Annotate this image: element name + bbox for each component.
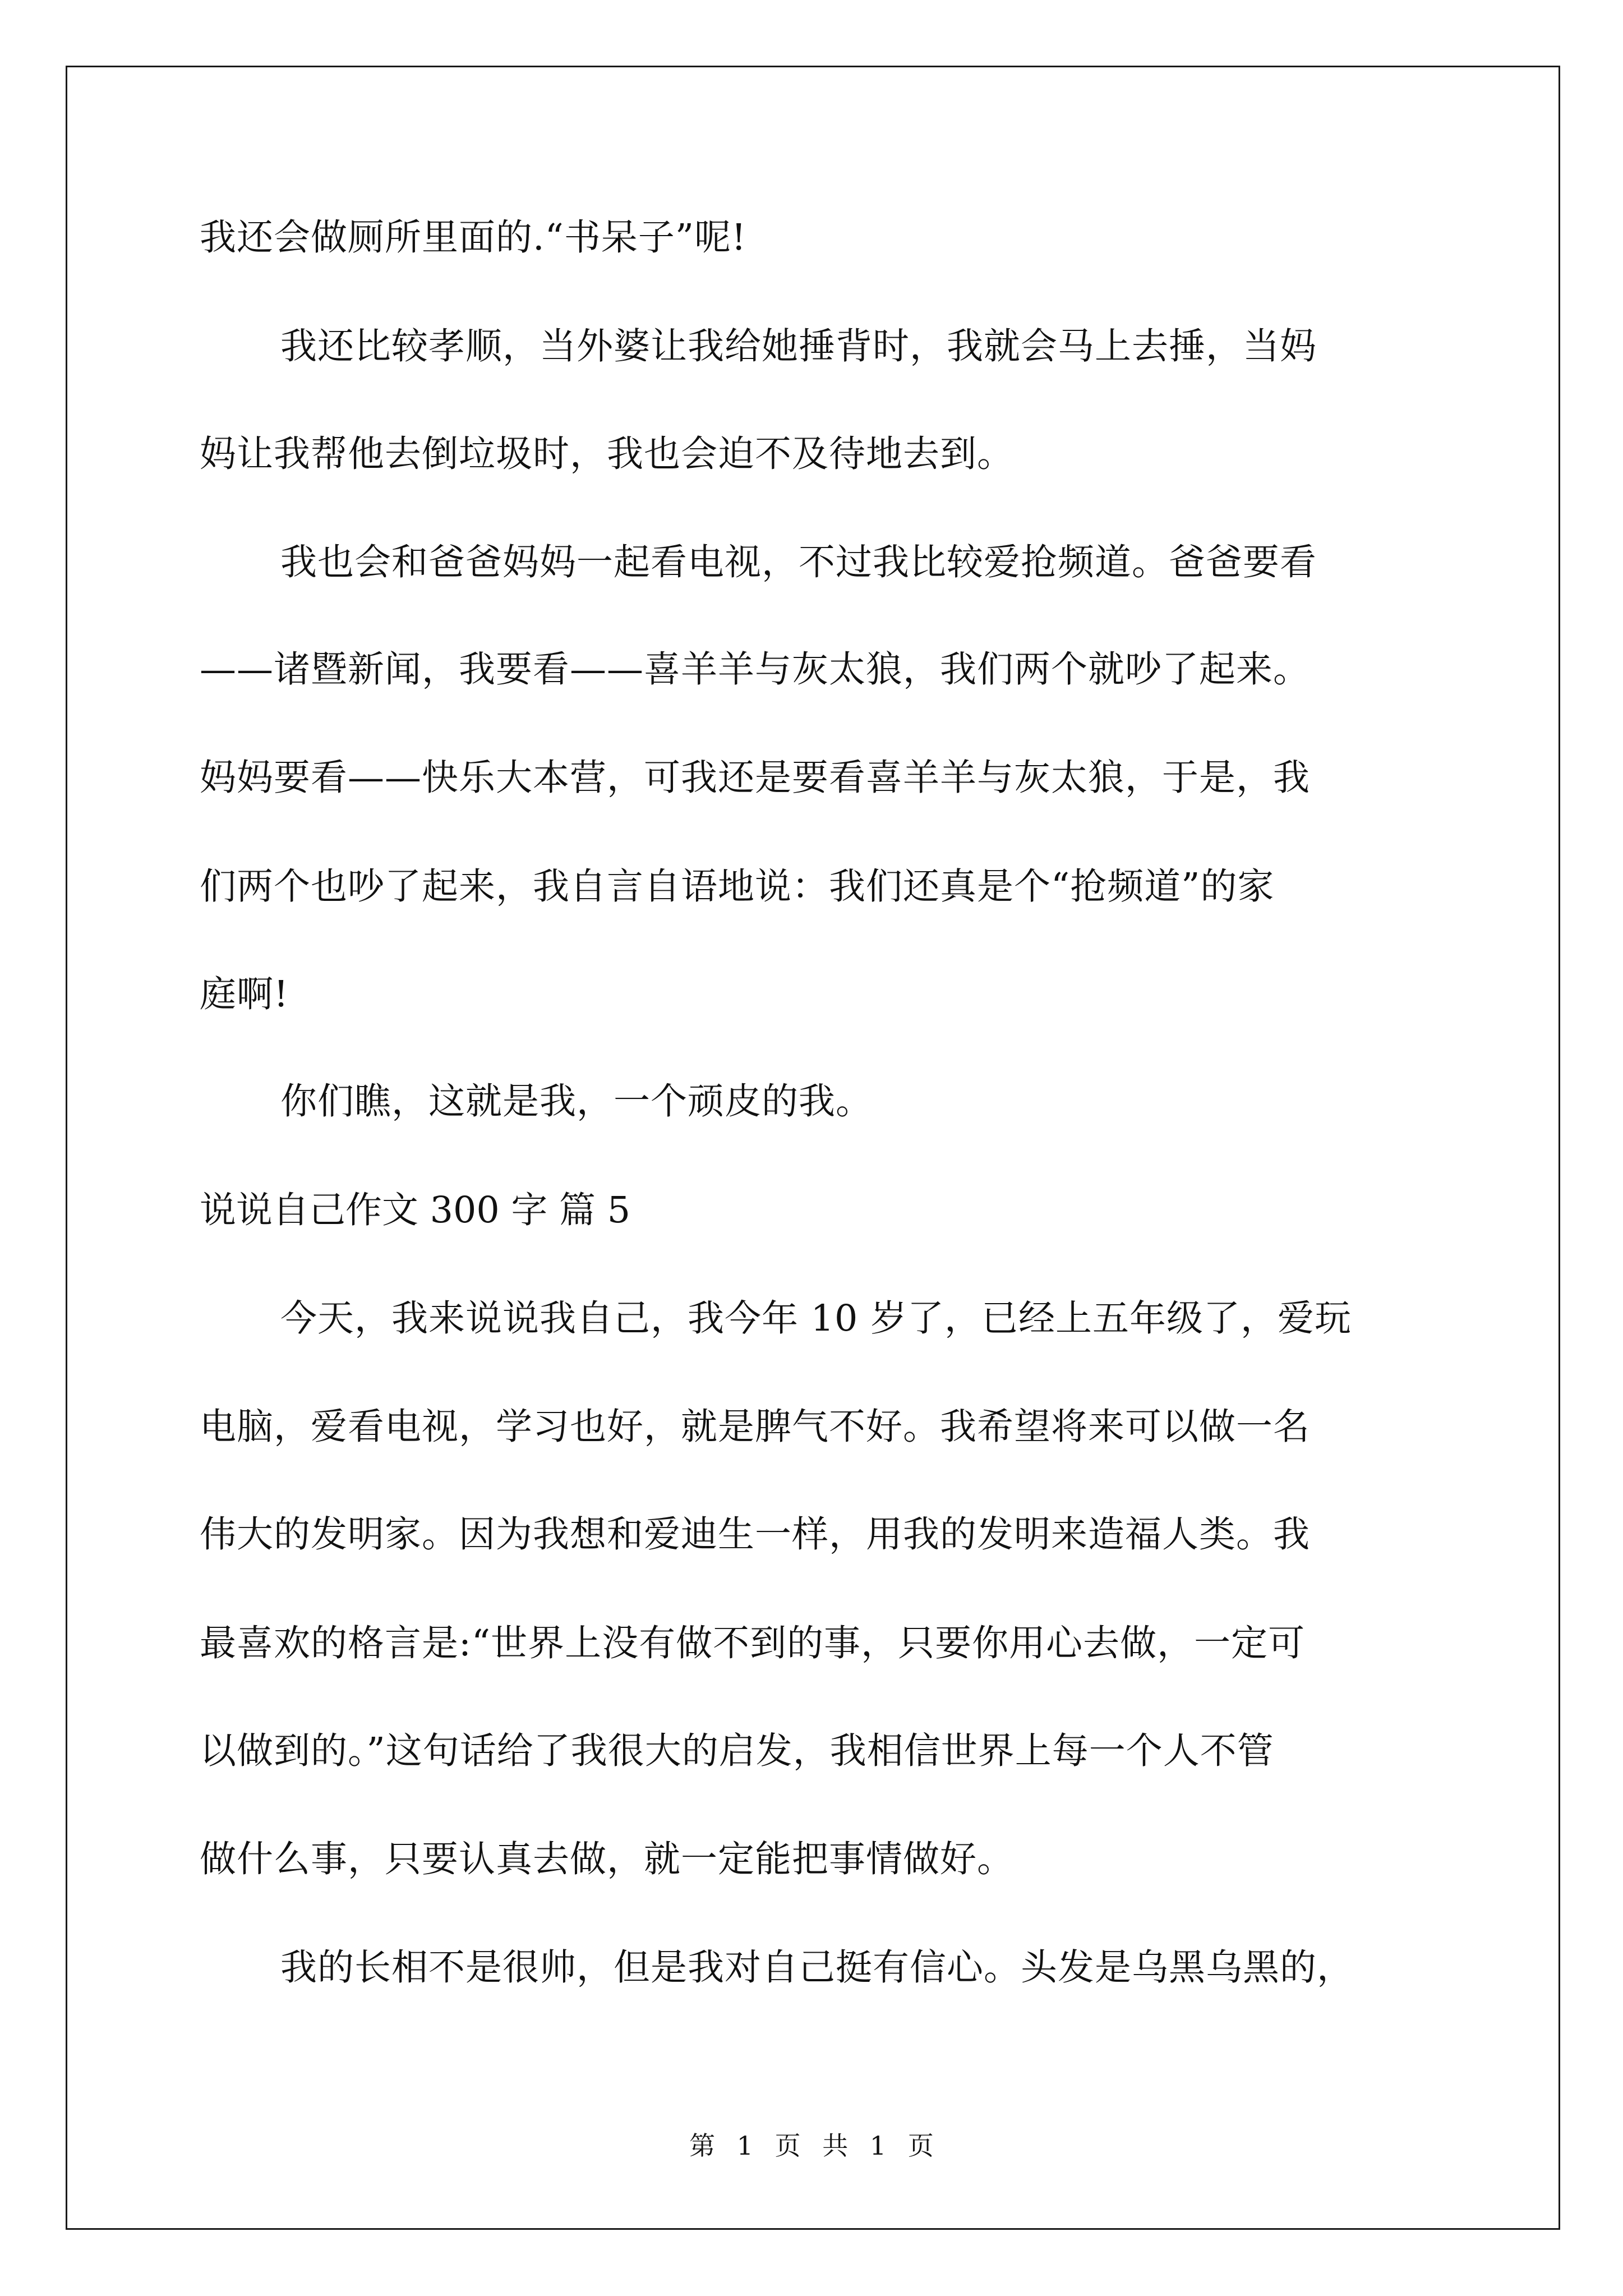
page-border bbox=[66, 66, 1560, 2230]
text-line: 电脑，爱看电视，学习也好，就是脾气不好。我希望将来可以做一名 bbox=[200, 1406, 1311, 1448]
text-line: 我还比较孝顺，当外婆让我给她捶背时，我就会马上去捶，当妈 bbox=[280, 325, 1317, 367]
text-line: 妈让我帮他去倒垃圾时，我也会迫不及待地去到。 bbox=[200, 433, 1015, 475]
text-line: 庭啊! bbox=[200, 973, 289, 1015]
text-line: 今天，我来说说我自己，我今年 10 岁了，已经上五年级了，爱玩 bbox=[280, 1297, 1352, 1340]
text-line: 以做到的。”这句话给了我很大的启发，我相信世界上每一个人不管 bbox=[200, 1730, 1274, 1772]
text-line: 我还会做厕所里面的.“书呆子”呢! bbox=[200, 217, 747, 259]
text-line: ——诸暨新闻，我要看——喜羊羊与灰太狼，我们两个就吵了起来。 bbox=[200, 648, 1311, 691]
text-line: 做什么事，只要认真去做，就一定能把事情做好。 bbox=[200, 1838, 1015, 1880]
text-line: 们两个也吵了起来，我自言自语地说：我们还真是个“抢频道”的家 bbox=[200, 866, 1275, 908]
text-line: 你们瞧，这就是我，一个顽皮的我。 bbox=[280, 1080, 873, 1122]
text-line: 最喜欢的格言是:“世界上没有做不到的事，只要你用心去做，一定可 bbox=[200, 1622, 1306, 1664]
text-line: 我也会和爸爸妈妈一起看电视，不过我比较爱抢频道。爸爸要看 bbox=[280, 541, 1317, 583]
text-line: 伟大的发明家。因为我想和爱迪生一样，用我的发明来造福人类。我 bbox=[200, 1513, 1311, 1556]
text-line: 妈妈要看——快乐大本营，可我还是要看喜羊羊与灰太狼，于是，我 bbox=[200, 757, 1311, 799]
page-number: 第 1 页 共 1 页 bbox=[689, 2131, 934, 2161]
section-heading: 说说自己作文 300 字 篇 5 bbox=[200, 1189, 631, 1231]
text-line: 我的长相不是很帅，但是我对自己挺有信心。头发是乌黑乌黑的， bbox=[280, 1947, 1354, 1989]
